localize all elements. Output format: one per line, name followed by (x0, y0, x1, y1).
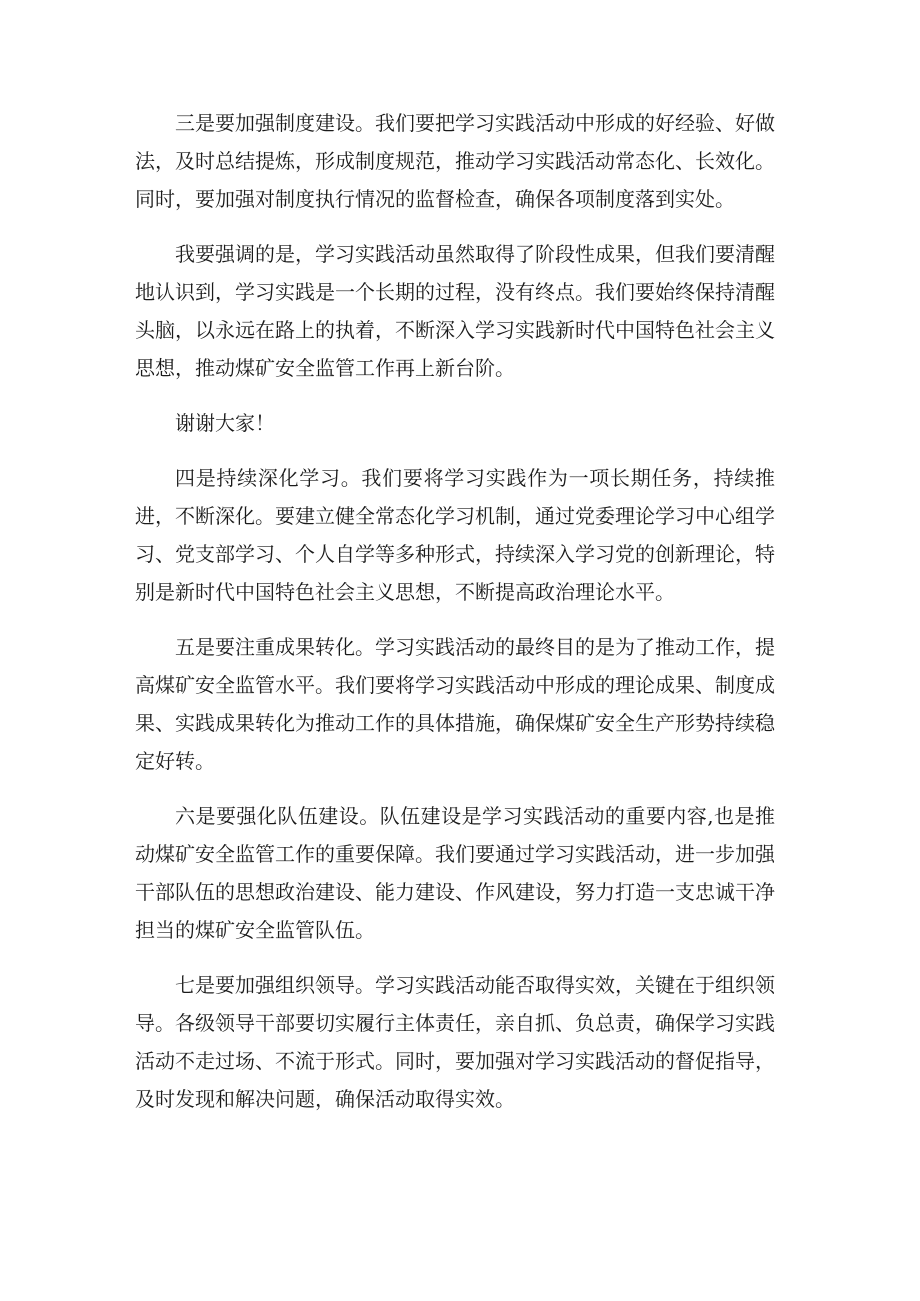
paragraph-team-building: 六是要强化队伍建设。队伍建设是学习实践活动的重要内容,也是推动煤矿安全监管工作的重要保障。我们要通过学习实践活动，进一步加强干部队伍的思想政治建设、能力建设、作风建设，努力打造一支忠诚干净担当的煤矿安全监管队伍。 (135, 804, 775, 942)
paragraph-emphasis: 我要强调的是，学习实践活动虽然取得了阶段性成果，但我们要清醒地认识到，学习实践是一个长期的过程，没有终点。我们要始终保持清醒头脑，以永远在路上的执着，不断深入学习实践新时代中国特色社会主义思想，推动煤矿安全监管工作再上新台阶。 (135, 242, 775, 380)
paragraph-organizational-leadership: 七是要加强组织领导。学习实践活动能否取得实效，关键在于组织领导。各级领导干部要切实履行主体责任，亲自抓、负总责，确保学习实践活动不走过场、不流于形式。同时，要加强对学习实践活动的督促指导，及时发现和解决问题，确保活动取得实效。 (135, 973, 775, 1111)
paragraph-thanks: 谢谢大家！ (175, 411, 275, 435)
paragraph-result-transformation: 五是要注重成果转化。学习实践活动的最终目的是为了推动工作，提高煤矿安全监管水平。我们要将学习实践活动中形成的理论成果、制度成果、实践成果转化为推动工作的具体措施，确保煤矿安全生产形势持续稳定好转。 (135, 635, 775, 773)
paragraph-deepen-learning: 四是持续深化学习。我们要将学习实践作为一项长期任务，持续推进，不断深化。要建立健全常态化学习机制，通过党委理论学习中心组学习、党支部学习、个人自学等多种形式，持续深入学习党的创新理论，特别是新时代中国特色社会主义思想，不断提高政治理论水平。 (135, 466, 775, 604)
document-body (135, 104, 775, 1135)
paragraph-institution-building: 三是要加强制度建设。我们要把学习实践活动中形成的好经验、好做法，及时总结提炼，形成制度规范，推动学习实践活动常态化、长效化。同时，要加强对制度执行情况的监督检查，确保各项制度落到实处。 (135, 111, 775, 211)
